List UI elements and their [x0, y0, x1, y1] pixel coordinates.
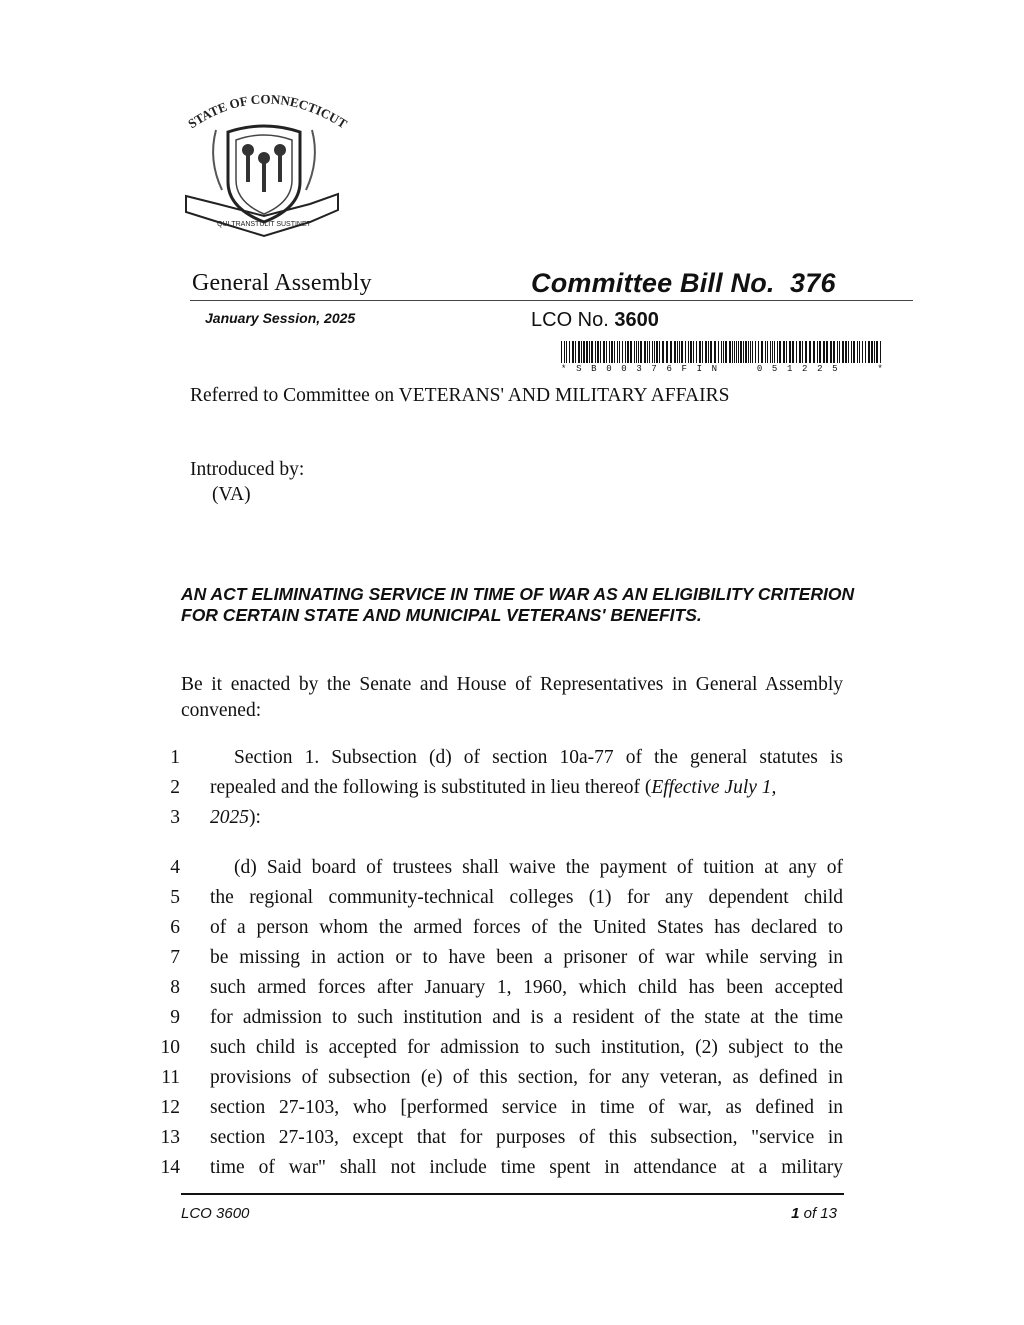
bill-line: for admission to such institution and is a resident of the state at the time: [210, 1007, 843, 1028]
barcode-bar: [583, 341, 585, 363]
barcode-char: S: [576, 364, 582, 374]
bill-line-text: ):: [249, 807, 261, 828]
bill-line: such child is accepted for admission to such institution, (2) subject to the: [210, 1037, 843, 1058]
barcode-text: [561, 364, 883, 374]
barcode-bar: [748, 341, 749, 363]
barcode-bar: [572, 341, 574, 363]
barcode-bar: [652, 341, 653, 363]
barcode-char: 0: [756, 364, 763, 374]
barcode-bar: [718, 341, 719, 363]
barcode-bar: [591, 341, 593, 363]
barcode-bar: [606, 341, 607, 363]
barcode-bar: [614, 341, 615, 363]
barcode-bar: [666, 341, 668, 363]
barcode-bar: [575, 341, 576, 363]
barcode-bar: [819, 341, 821, 363]
bill-line: [210, 807, 843, 829]
line-number: 7: [170, 947, 180, 968]
barcode-bar: [750, 341, 751, 363]
bill-line: provisions of subsection (e) of this section, for any veteran, as defined in: [210, 1067, 843, 1088]
barcode-bar: [721, 341, 722, 363]
barcode-bar: [732, 341, 733, 363]
barcode-bar: [862, 341, 863, 363]
barcode-char: [727, 364, 732, 374]
barcode-bar: [595, 341, 596, 363]
enacting-clause: Be it enacted by the Senate and House of Representatives in General Assembly convened:: [181, 674, 843, 721]
barcode-bar: [708, 341, 709, 363]
barcode-bar: [823, 341, 825, 363]
barcode-char: 2: [802, 364, 808, 374]
barcode-bar: [649, 341, 650, 363]
barcode-bar: [654, 341, 655, 363]
barcode-bar: [638, 341, 639, 363]
barcode-bar: [609, 341, 610, 363]
barcode-char: [847, 364, 852, 374]
seal-motto: QUI TRANSTULIT SUSTINET: [217, 221, 311, 228]
bill-title: Committee Bill No. 376: [531, 268, 836, 298]
barcode-bar: [770, 341, 771, 363]
line-number: 8: [170, 977, 180, 998]
barcode-bar: [693, 341, 694, 363]
barcode-bar: [789, 341, 791, 363]
barcode-bar: [630, 341, 632, 363]
barcode-bar: [830, 341, 832, 363]
barcode-char: 1: [786, 364, 793, 374]
barcode-char: 5: [771, 364, 778, 374]
barcode-bar: [809, 341, 811, 363]
barcode-bar: [685, 341, 686, 363]
barcode-bar: [851, 341, 852, 363]
bill-line: such armed forces after January 1, 1960, which child has been accepted: [210, 977, 843, 998]
line-number: 9: [170, 1007, 180, 1028]
introduced-by-label: Introduced by:: [190, 459, 305, 480]
line-number: 11: [161, 1067, 180, 1088]
barcode-bar: [796, 341, 797, 363]
barcode-char: N: [711, 364, 718, 374]
barcode-bar: [826, 341, 828, 363]
barcode-bar: [758, 341, 759, 363]
barcode-bar: [603, 341, 605, 363]
barcode-bar: [765, 341, 766, 363]
barcode-bar: [876, 341, 878, 363]
barcode-bar: [670, 341, 672, 363]
barcode-bar: [581, 341, 582, 363]
effective-date-text: 2025: [210, 807, 249, 828]
barcode-bar: [710, 341, 712, 363]
barcode-bar: [619, 341, 620, 363]
page-indicator: [700, 1205, 837, 1222]
barcode-bar: [688, 341, 689, 363]
introduced-by-value: (VA): [212, 484, 251, 505]
barcode-bar: [774, 341, 775, 363]
bill-line: [210, 777, 843, 799]
barcode-bar: [723, 341, 724, 363]
barcode-bar: [679, 341, 680, 363]
barcode-bar: [880, 341, 881, 363]
barcode-bar: [714, 341, 716, 363]
lco-number: 3600: [614, 309, 659, 331]
line-number: 3: [170, 807, 180, 828]
barcode-char: 5: [832, 364, 838, 374]
barcode-bar: [636, 341, 637, 363]
barcode-bar: [729, 341, 731, 363]
barcode-bar: [702, 341, 703, 363]
page-total: of 13: [803, 1205, 837, 1222]
barcode-bar: [813, 341, 815, 363]
barcode-bar: [874, 341, 875, 363]
barcode-bar: [566, 341, 567, 363]
barcode-bar: [659, 341, 660, 363]
barcode-bar: [848, 341, 849, 363]
barcode-bar: [833, 341, 835, 363]
barcode-bar: [696, 341, 697, 363]
barcode-bar: [736, 341, 737, 363]
barcode-bar: [865, 341, 866, 363]
barcode-bar: [617, 341, 618, 363]
barcode-bar: [597, 341, 599, 363]
barcode-bar: [561, 341, 562, 363]
barcode-bar: [817, 341, 818, 363]
barcode-char: [862, 364, 867, 374]
barcode-bar: [805, 341, 807, 363]
bill-line: Section 1. Subsection (d) of section 10a-77 of the general statutes is: [234, 747, 843, 768]
barcode-bar: [857, 341, 858, 363]
barcode-bar: [859, 341, 860, 363]
committee-referral: Referred to Committee on VETERANS' AND MILITARY AFFAIRS: [190, 385, 730, 406]
bill-line: be missing in action or to have been a prisoner of war while serving in: [210, 947, 843, 968]
barcode-bar: [625, 341, 626, 363]
line-number: 13: [160, 1127, 180, 1148]
barcode-bar: [779, 341, 781, 363]
barcode-char: 7: [651, 364, 657, 374]
bill-line: time of war" shall not include time spent in attendance at a military: [210, 1157, 843, 1178]
barcode-bar: [622, 341, 623, 363]
barcode-bar: [600, 341, 601, 363]
barcode-char: 0: [621, 364, 627, 374]
barcode-bar: [802, 341, 803, 363]
barcode-bar: [734, 341, 735, 363]
barcode-bar: [647, 341, 648, 363]
barcode-bar: [644, 341, 646, 363]
barcode-bar: [740, 341, 742, 363]
barcode-bar: [656, 341, 658, 363]
barcode-bar: [681, 341, 683, 363]
barcode-bar: [792, 341, 794, 363]
barcode-bar: [662, 341, 664, 363]
state-seal: [178, 90, 350, 246]
barcode-bar: [627, 341, 629, 363]
bill-line: section 27-103, who [performed service in time of war, as defined in: [210, 1097, 843, 1118]
barcode-char: *: [561, 364, 567, 374]
barcode-bar: [677, 341, 678, 363]
barcode-bar: [640, 341, 642, 363]
barcode-bar: [564, 341, 565, 363]
lco-number-line: [531, 309, 659, 332]
session-label: January Session, 2025: [205, 310, 356, 326]
barcode-char: 3: [636, 364, 642, 374]
barcode-bar: [868, 341, 870, 363]
barcode-bar: [786, 341, 787, 363]
assembly-title: General Assembly: [192, 270, 372, 296]
line-number: 4: [170, 857, 180, 878]
barcode-bar: [578, 341, 580, 363]
barcode-bar: [699, 341, 701, 363]
line-number: 10: [160, 1037, 180, 1058]
bill-line-text: repealed and the following is substituted in lieu thereof (: [210, 777, 652, 798]
barcode-char: B: [591, 364, 597, 374]
barcode-bar: [690, 341, 692, 363]
lco-label: LCO No.: [531, 309, 609, 331]
barcode-char: 2: [817, 364, 823, 374]
line-number: 2: [170, 777, 180, 798]
barcode-bar: [674, 341, 676, 363]
barcode-bar: [783, 341, 785, 363]
footer-lco: LCO 3600: [181, 1205, 250, 1222]
line-number: 14: [160, 1157, 180, 1178]
barcode-bar: [755, 341, 756, 363]
barcode-bar: [569, 341, 570, 363]
barcode-bar: [837, 341, 838, 363]
footer-divider: [181, 1193, 844, 1195]
barcode-char: 0: [606, 364, 612, 374]
barcode-char: *: [877, 364, 883, 374]
line-number: 1: [170, 747, 180, 768]
barcode-char: [742, 364, 747, 374]
barcode-bar: [705, 341, 707, 363]
barcode-bar: [871, 341, 873, 363]
bill-line: (d) Said board of trustees shall waive the payment of tuition at any of: [234, 857, 843, 878]
barcode-bar: [799, 341, 801, 363]
bill-line: of a person whom the armed forces of the United States has declared to: [210, 917, 843, 938]
barcode-bar: [611, 341, 613, 363]
barcode-bar: [745, 341, 747, 363]
barcode-bar: [845, 341, 847, 363]
barcode-bar: [725, 341, 727, 363]
barcode-bar: [853, 341, 855, 363]
line-number: 6: [170, 917, 180, 938]
header-divider: [190, 300, 913, 301]
bill-line: section 27-103, except that for purposes of this subsection, "service in: [210, 1127, 843, 1148]
act-title: AN ACT ELIMINATING SERVICE IN TIME OF WAR AS AN ELIGIBILITY CRITERION FOR CERTAIN STATE AND MUNICIPAL VETERANS' BENEFITS.: [181, 584, 855, 625]
barcode-char: I: [696, 364, 702, 374]
effective-date-text: Effective July 1,: [651, 777, 777, 798]
barcode-bar: [752, 341, 753, 363]
barcode-bar: [767, 341, 768, 363]
barcode-char: F: [681, 364, 687, 374]
barcode-bar: [761, 341, 763, 363]
barcode-char: 6: [666, 364, 672, 374]
line-number: 12: [160, 1097, 180, 1118]
seal-text: STATE OF CONNECTICUT: [185, 91, 350, 132]
barcode-bar: [777, 341, 778, 363]
bill-line: the regional community-technical colleges (1) for any dependent child: [210, 887, 843, 908]
barcode-bar: [743, 341, 744, 363]
barcode-bar: [842, 341, 844, 363]
barcode-bar: [738, 341, 739, 363]
line-number: 5: [170, 887, 180, 908]
page-current: 1: [791, 1205, 800, 1222]
barcode-bar: [634, 341, 635, 363]
barcode-bar: [586, 341, 588, 363]
barcode-bar: [589, 341, 590, 363]
barcode-bar: [839, 341, 840, 363]
barcode-bar: [772, 341, 773, 363]
